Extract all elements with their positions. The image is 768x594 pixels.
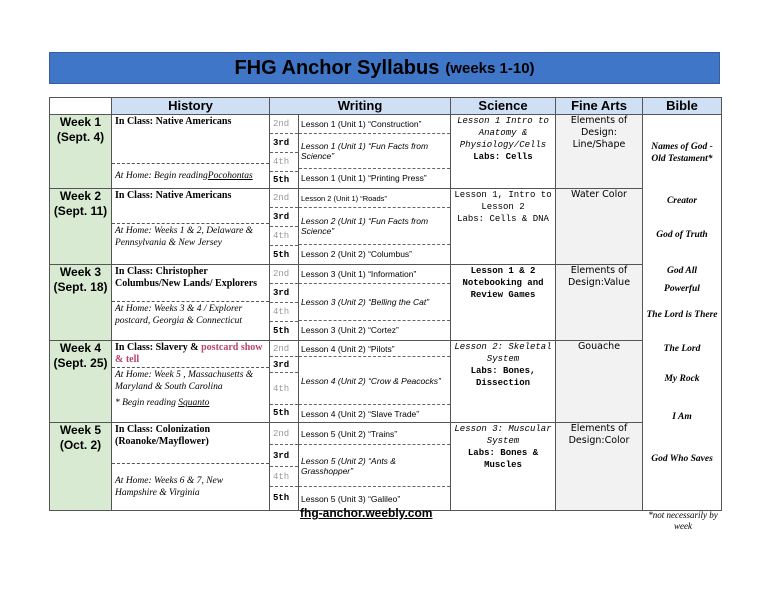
week-row xyxy=(50,423,722,511)
in-class-text xyxy=(112,341,269,367)
grade-label: 3rd xyxy=(270,357,298,373)
in-class-highlight: postcard show & tell xyxy=(115,342,263,365)
at-home-assignment: At Home: Week 5 , Massachusetts & Maryland & South Carolina xyxy=(115,370,254,392)
week-label-cell xyxy=(50,341,112,423)
week-row xyxy=(50,189,722,265)
writing-cell xyxy=(299,423,451,511)
bible-item: God All Powerful xyxy=(664,266,700,294)
week-label: Week 2 xyxy=(59,189,102,203)
grades-cell xyxy=(270,265,299,341)
bible-item: God Who Saves xyxy=(651,454,713,464)
grades-cell xyxy=(270,341,299,423)
writing-cell xyxy=(299,341,451,423)
grade-label: 5th xyxy=(273,326,290,336)
writing-lesson: Lesson 5 (Unit 2) “Ants & Grasshopper” xyxy=(299,445,450,487)
fine-arts-cell: Elements of Design:Color xyxy=(556,423,643,511)
writing-lesson: Lesson 1 (Unit 1) “Construction” xyxy=(299,115,450,134)
bible-item: Creator xyxy=(666,196,698,206)
writing-cell xyxy=(299,115,451,189)
writing-lesson: Lesson 2 (Unit 2) “Columbus” xyxy=(301,249,413,259)
syllabus-table xyxy=(49,97,722,511)
week-row xyxy=(50,115,722,189)
week-label-cell xyxy=(50,189,112,265)
writing-lesson: Lesson 1 (Unit 1) “Fun Facts from Science” xyxy=(299,134,450,169)
science-lesson: Lesson 1, Intro to Lesson 2 xyxy=(454,190,552,212)
bible-item: Names of God - Old Testament* xyxy=(651,142,713,164)
at-home-prefix: At Home: Begin reading xyxy=(115,171,208,181)
writing-lesson: Lesson 4 (Unit 2) “Pilots” xyxy=(299,341,450,357)
week-date: (Sept. 18) xyxy=(53,280,108,294)
grade-label: 4th xyxy=(270,303,298,322)
header-fine-arts: Fine Arts xyxy=(556,98,643,115)
bible-item: The Lord is There xyxy=(646,310,718,320)
grade-label: 4th xyxy=(270,373,298,405)
history-cell xyxy=(112,423,270,511)
week-row xyxy=(50,265,722,341)
grade-label: 5th xyxy=(273,408,290,418)
week-date: (Sept. 25) xyxy=(53,356,108,370)
fine-arts-cell: Water Color xyxy=(556,189,643,265)
grade-label: 2nd xyxy=(270,423,298,445)
writing-lesson: Lesson 3 (Unit 1) “Information” xyxy=(299,265,450,284)
science-lab: Labs: Cells & DNA xyxy=(457,214,549,224)
history-cell xyxy=(112,265,270,341)
writing-lesson: Lesson 5 (Unit 2) “Trains” xyxy=(299,423,450,445)
science-lab: Labs: Bones & Muscles xyxy=(467,448,539,470)
science-cell xyxy=(451,115,556,189)
science-lesson: Lesson 1 Intro to Anatomy & Physiology/Cells xyxy=(457,116,549,150)
header-bible: Bible xyxy=(643,98,722,115)
at-home-text: At Home: Weeks 3 & 4 / Explorer postcard, Georgia & Connecticut xyxy=(112,301,269,340)
page-subtitle: (weeks 1-10) xyxy=(445,59,535,77)
header-writing: Writing xyxy=(270,98,451,115)
fine-arts-cell: Elements of Design:Value xyxy=(556,265,643,341)
week-label: Week 4 xyxy=(59,341,102,355)
history-cell xyxy=(112,115,270,189)
history-cell xyxy=(112,189,270,265)
grade-label: 2nd xyxy=(270,189,298,208)
week-label-cell xyxy=(50,423,112,511)
week-date: (Sept. 4) xyxy=(56,130,105,144)
grades-cell xyxy=(270,189,299,265)
at-home-text: At Home: Weeks 6 & 7, New Hampshire & Virginia xyxy=(112,463,269,510)
writing-lesson: Lesson 2 (Unit 1) “Roads” xyxy=(299,189,450,208)
week-label: Week 3 xyxy=(59,265,102,279)
fine-arts-cell: Gouache xyxy=(556,341,643,423)
history-cell xyxy=(112,341,270,423)
writing-lesson: Lesson 3 (Unit 2) “Belling the Cat” xyxy=(299,284,450,321)
week-date: (Sept. 11) xyxy=(53,204,108,218)
bible-item: God of Truth xyxy=(656,230,708,240)
science-lab: Lesson 1 & 2 Notebooking and Review Games xyxy=(462,266,544,300)
at-home-book: Pocohontas xyxy=(207,171,253,181)
writing-lesson: Lesson 1 (Unit 1) “Printing Press” xyxy=(301,173,427,183)
at-home-text: At Home: Weeks 1 & 2, Delaware & Pennsylvania & New Jersey xyxy=(112,223,269,264)
science-lab: Labs: Cells xyxy=(473,152,533,162)
writing-lesson: Lesson 3 (Unit 2) “Cortez” xyxy=(301,325,399,335)
writing-lesson: Lesson 5 (Unit 3) “Galileo” xyxy=(301,493,401,504)
week-label: Week 5 xyxy=(59,423,102,437)
grade-label: 3rd xyxy=(270,134,298,153)
grade-label: 3rd xyxy=(270,208,298,227)
in-class-text: In Class: Colonization (Roanoke/Mayflower) xyxy=(115,424,211,447)
science-cell xyxy=(451,189,556,265)
week-date: (Oct. 2) xyxy=(59,438,102,452)
grade-label: 3rd xyxy=(270,284,298,303)
science-cell xyxy=(451,341,556,423)
writing-cell xyxy=(299,265,451,341)
bible-item: I Am xyxy=(672,412,692,422)
at-home-book: Squanto xyxy=(178,398,210,408)
fine-arts-cell: Elements of Design: Line/Shape xyxy=(556,115,643,189)
at-home-text xyxy=(112,163,269,188)
week-label-cell xyxy=(50,115,112,189)
grade-label: 4th xyxy=(270,153,298,172)
week-label: Week 1 xyxy=(59,115,102,129)
at-home-note: * Begin reading xyxy=(115,398,179,408)
bible-footnote: *not necessarily by week xyxy=(648,510,718,531)
corner-cell xyxy=(50,98,112,115)
header-history: History xyxy=(112,98,270,115)
grade-label: 5th xyxy=(273,250,290,260)
science-lesson: Lesson 2: Skeletal System xyxy=(454,342,552,364)
in-class-text: In Class: Native Americans xyxy=(115,116,232,127)
in-class-text: In Class: Christopher Columbus/New Lands/ Explorers xyxy=(115,266,258,289)
science-lab: Labs: Bones, Dissection xyxy=(470,366,536,388)
bible-item: The Lord My Rock xyxy=(663,344,701,384)
writing-lesson: Lesson 2 (Unit 1) “Fun Facts from Science” xyxy=(299,208,450,245)
writing-lesson: Lesson 4 (Unit 2) “Crow & Peacocks” xyxy=(299,357,450,405)
in-class-topic: In Class: Slavery & xyxy=(115,342,202,353)
week-label-cell xyxy=(50,265,112,341)
grades-cell xyxy=(270,115,299,189)
science-cell xyxy=(451,423,556,511)
grade-label: 2nd xyxy=(270,265,298,284)
grade-label: 4th xyxy=(270,227,298,246)
writing-lesson: Lesson 4 (Unit 2) “Slave Trade” xyxy=(301,408,420,419)
grade-label: 5th xyxy=(273,175,290,185)
grades-cell xyxy=(270,423,299,511)
header-science: Science xyxy=(451,98,556,115)
title-banner xyxy=(49,52,720,84)
bible-column xyxy=(643,115,722,511)
grade-label: 2nd xyxy=(270,115,298,134)
in-class-text: In Class: Native Americans xyxy=(115,190,232,201)
page-title: FHG Anchor Syllabus xyxy=(234,56,440,79)
science-cell xyxy=(451,265,556,341)
week-row xyxy=(50,341,722,423)
writing-cell xyxy=(299,189,451,265)
grade-label: 4th xyxy=(270,467,298,487)
grade-label: 5th xyxy=(273,493,290,503)
grade-label: 2nd xyxy=(270,341,298,357)
grade-label: 3rd xyxy=(270,445,298,467)
at-home-text xyxy=(112,367,269,422)
science-lesson: Lesson 3: Muscular System xyxy=(454,424,552,446)
website-link[interactable]: fhg-anchor.weebly.com xyxy=(300,506,433,520)
